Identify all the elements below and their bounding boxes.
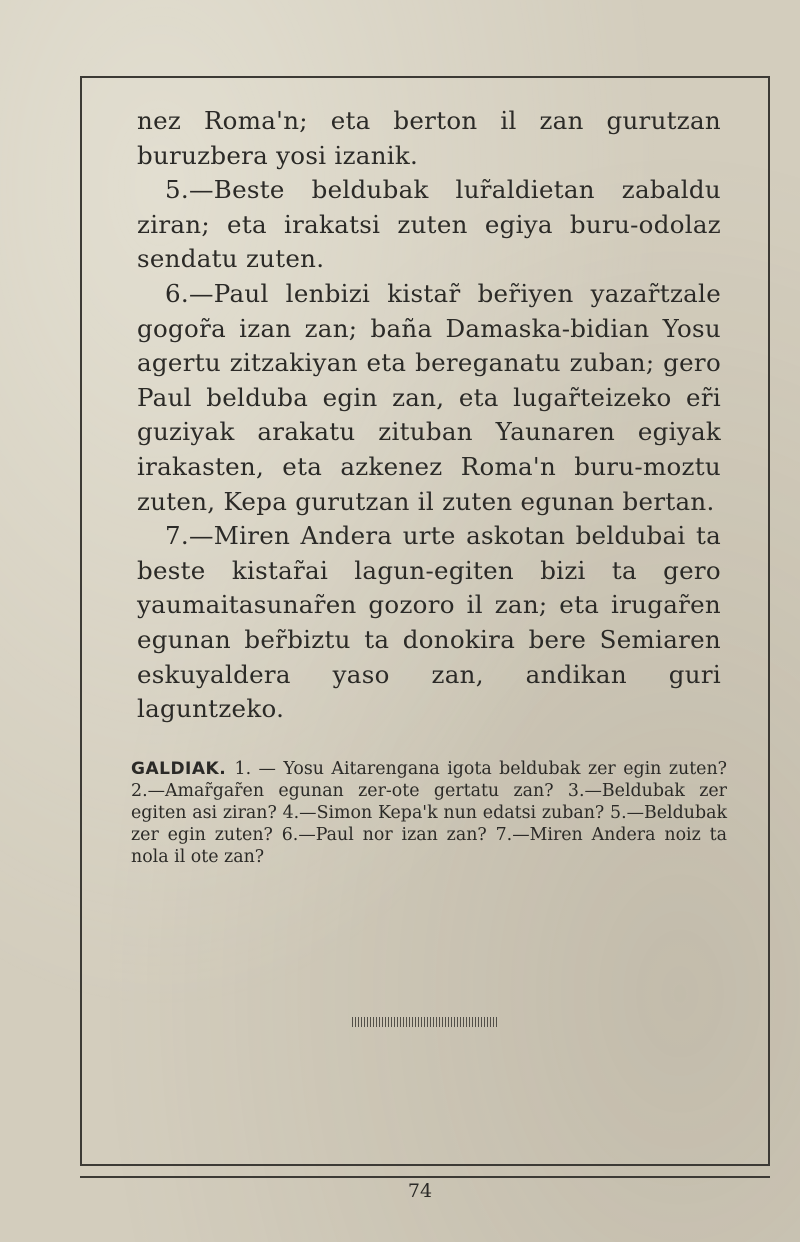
questions-label: GALDIAK.: [131, 759, 235, 779]
footer-rule: [80, 1176, 770, 1178]
paragraph-5: 5.—Beste beldubak lur̃aldietan zabaldu ziran; eta irakatsi zuten egiya buru-odolaz sendatu zuten.: [137, 175, 721, 274]
paragraph-6: 6.—Paul lenbizi kistar̃ ber̃iyen yazar̃tzale gogor̃a izan zan; baña Damaska-bidian Yosu agertu zitzakiyan eta bereganatu zuban; gero Paul belduba egin zan, eta lugar̃teizeko er̃i guziyak arakatu zituban Yaunaren egiyak irakasten, eta azkenez Roma'n buru-moztu zuten, Kepa gurutzan il zuten egunan bertan.: [137, 278, 721, 516]
main-text: [137, 104, 721, 727]
questions-block: [131, 758, 727, 868]
questions-text: 1. — Yosu Aitarengana igota beldubak zer egin zuten? 2.—Amar̃gar̃en egunan zer-ote gertatu zan? 3.—Beldubak zer egiten asi ziran? 4.—Simon Kepa'k nun edatsi zuban? 5.—Beldubak zer egin zuten? 6.—Paul nor izan zan? 7.—Miren Andera noiz ta nola il ote zan?: [131, 759, 727, 867]
page-number: 74: [407, 1180, 433, 1202]
paragraph-continuation: nez Roma'n; eta berton il zan gurutzan buruzbera yosi izanik.: [137, 106, 721, 170]
ornament-divider: [352, 1017, 498, 1027]
paragraph-7: 7.—Miren Andera urte askotan beldubai ta beste kistar̃ai lagun-egiten bizi ta gero yaumaitasunar̃en gozoro il zan; eta irugar̃en egunan ber̃biztu ta donokira bere Semiaren eskuyaldera yaso zan, andikan guri laguntzeko.: [137, 521, 721, 724]
